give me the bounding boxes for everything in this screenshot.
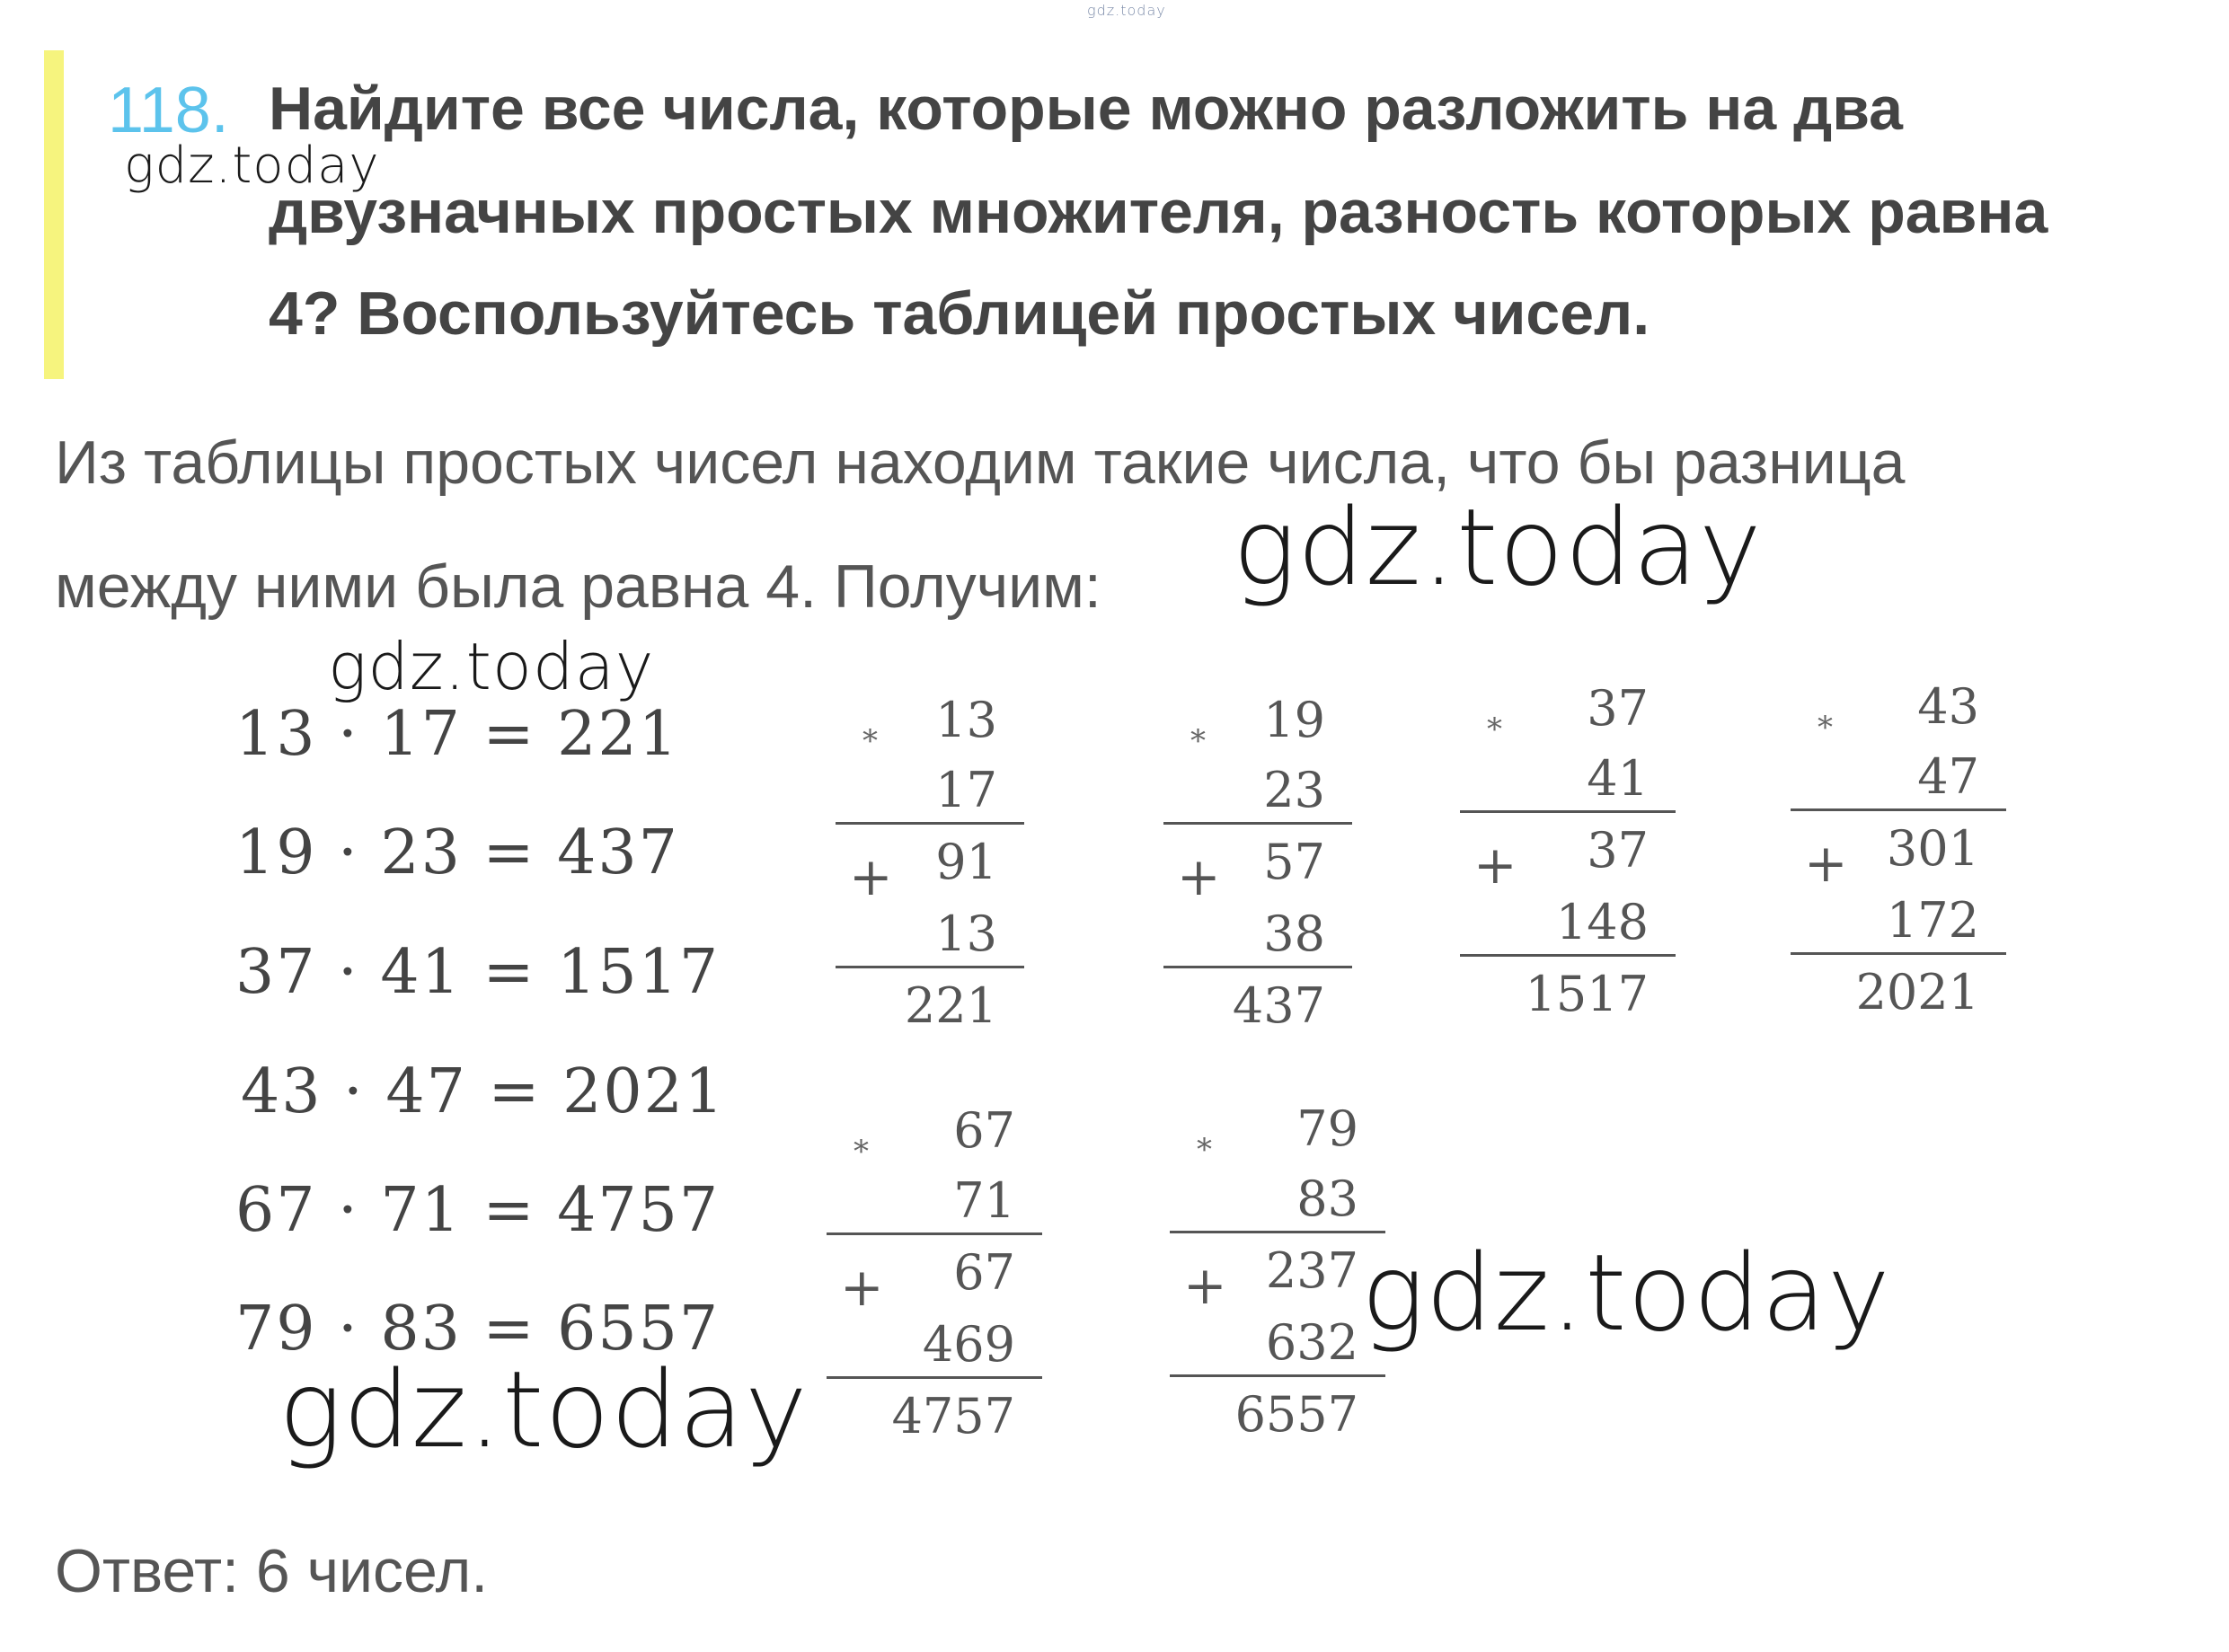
multiply-sign: *: [1190, 723, 1206, 759]
column-multiplication-4: [1791, 678, 2006, 1024]
multiplicand: 13: [935, 692, 997, 748]
equation-1: 13 · 17 = 221: [235, 699, 679, 770]
column-divider: [1460, 810, 1676, 813]
column-divider: [1170, 1374, 1385, 1377]
task-text-line-1: Найдите все числа, которые можно разложить на два: [269, 75, 1903, 143]
plus-sign: +: [840, 1257, 884, 1318]
multiplier: 17: [935, 762, 997, 818]
column-result: 6557: [1234, 1386, 1358, 1443]
equation-6: 79 · 83 = 6557: [235, 1294, 721, 1365]
column-divider: [1460, 954, 1676, 957]
column-multiplication-2: [1163, 692, 1352, 1038]
column-divider: [836, 822, 1024, 825]
multiplier: 83: [1296, 1171, 1358, 1227]
multiplicand: 37: [1587, 680, 1649, 737]
column-multiplication-5: [827, 1102, 1042, 1448]
multiplicand: 19: [1263, 692, 1325, 748]
column-result: 4757: [891, 1388, 1015, 1444]
multiply-sign: *: [854, 1134, 869, 1170]
partial-product-2: 148: [1555, 894, 1649, 950]
partial-product-1: 301: [1886, 820, 1979, 877]
multiply-sign: *: [862, 723, 878, 759]
plus-sign: +: [849, 846, 893, 907]
column-multiplication-3: [1460, 680, 1676, 1026]
column-divider: [1170, 1231, 1385, 1233]
plus-sign: +: [1804, 833, 1848, 894]
watermark-2: gdz.today: [1233, 485, 1763, 609]
partial-product-2: 38: [1263, 906, 1325, 962]
partial-product-1: 37: [1587, 822, 1649, 879]
partial-product-1: 57: [1263, 834, 1325, 890]
multiplicand: 43: [1917, 678, 1979, 735]
solution-line-2: между ними была равна 4. Получим:: [55, 552, 1101, 621]
partial-product-2: 632: [1265, 1314, 1358, 1371]
column-divider: [1791, 952, 2006, 955]
multiplier: 47: [1917, 748, 1979, 805]
column-divider: [836, 966, 1024, 968]
partial-product-2: 172: [1886, 892, 1979, 949]
column-divider: [1163, 822, 1352, 825]
column-divider: [1163, 966, 1352, 968]
plus-sign: +: [1473, 835, 1517, 896]
equation-5: 67 · 71 = 4757: [235, 1175, 721, 1246]
column-result: 2021: [1855, 964, 1979, 1020]
multiply-sign: *: [1487, 711, 1502, 747]
equation-3: 37 · 41 = 1517: [235, 937, 721, 1008]
watermark-1: gdz.today: [124, 137, 380, 195]
multiplicand: 67: [953, 1102, 1015, 1159]
solution-line-1: Из таблицы простых чисел находим такие числа, что бы разница: [55, 428, 1906, 497]
watermark-3: gdz.today: [328, 629, 655, 704]
column-divider: [827, 1232, 1042, 1235]
column-divider: [1791, 808, 2006, 811]
column-divider: [827, 1376, 1042, 1379]
watermark-top: gdz.today: [1087, 2, 1166, 19]
partial-product-2: 469: [922, 1316, 1015, 1373]
task-number: 118.: [108, 75, 229, 146]
partial-product-2: 13: [935, 906, 997, 962]
multiplier: 23: [1263, 762, 1325, 818]
partial-product-1: 67: [953, 1244, 1015, 1301]
multiplicand: 79: [1296, 1100, 1358, 1157]
equation-4: 43 · 47 = 2021: [241, 1056, 726, 1127]
answer-text: Ответ: 6 чисел.: [55, 1537, 489, 1605]
plus-sign: +: [1183, 1255, 1227, 1316]
task-text-line-3: 4? Воспользуйтесь таблицей простых чисел.: [269, 279, 1650, 348]
multiplier: 71: [953, 1172, 1015, 1229]
column-result: 221: [904, 977, 997, 1034]
partial-product-1: 91: [935, 834, 997, 890]
multiply-sign: *: [1818, 710, 1833, 746]
task-text-line-2: двузначных простых множителя, разность которых равна: [269, 178, 2048, 246]
task-accent-bar: [44, 50, 64, 379]
multiplier: 41: [1587, 750, 1649, 807]
column-result: 437: [1232, 977, 1325, 1034]
watermark-4: gdz.today: [1361, 1231, 1891, 1355]
column-multiplication-6: [1170, 1100, 1385, 1446]
equation-2: 19 · 23 = 437: [235, 817, 679, 888]
column-multiplication-1: [836, 692, 1024, 1038]
watermark-5: gdz.today: [279, 1347, 809, 1471]
plus-sign: +: [1177, 846, 1221, 907]
column-result: 1517: [1525, 966, 1649, 1022]
partial-product-1: 237: [1265, 1242, 1358, 1299]
multiply-sign: *: [1197, 1132, 1212, 1168]
